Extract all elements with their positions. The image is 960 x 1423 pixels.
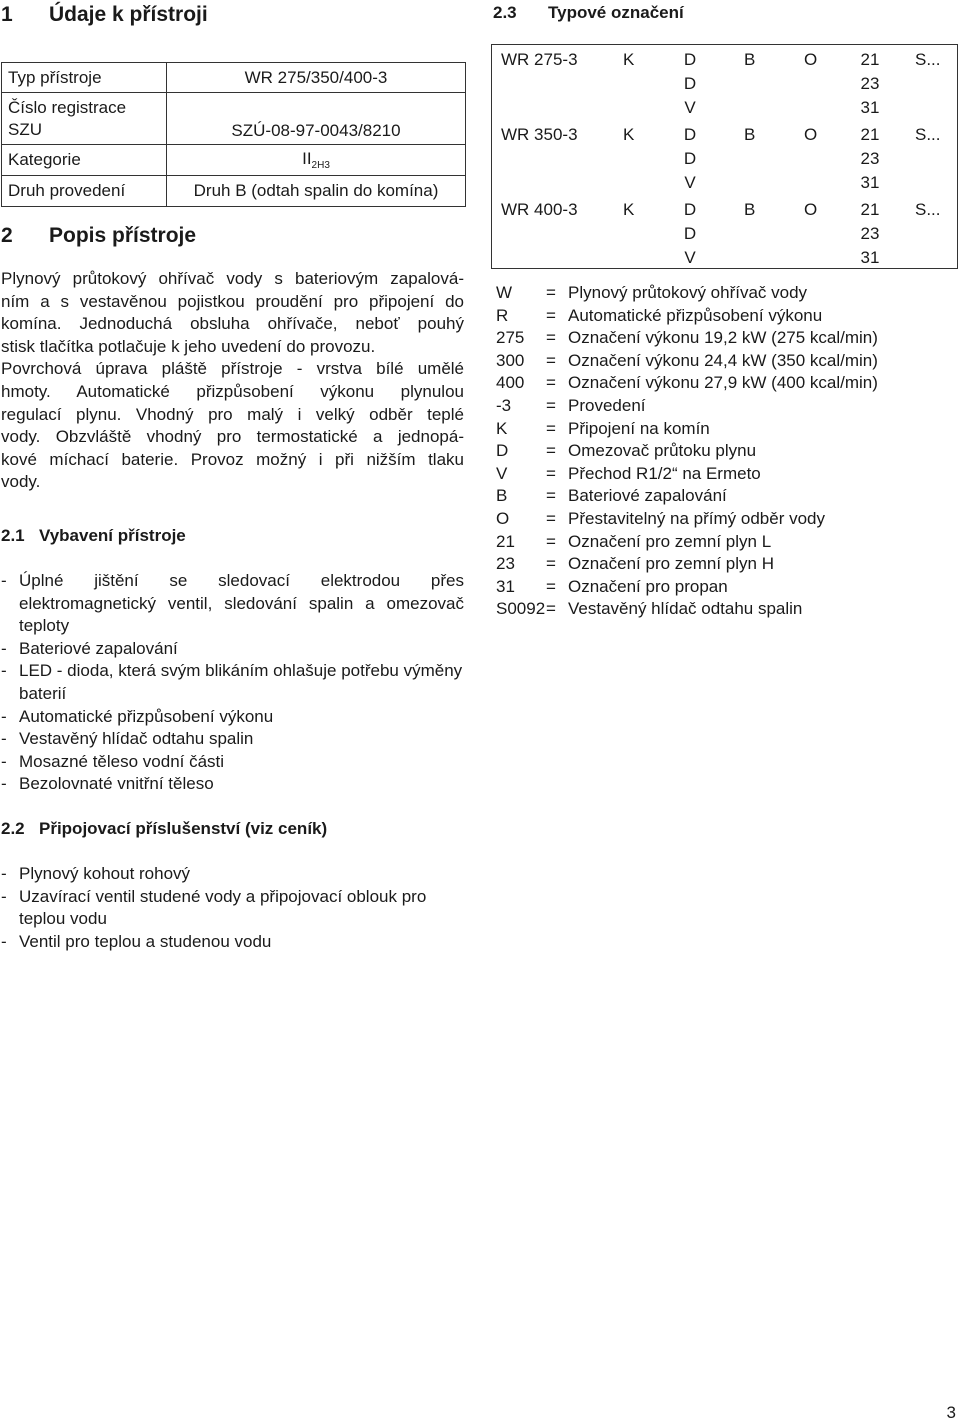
legend-row [496,282,878,305]
type-gas: 31 [860,173,880,192]
section-number: 2.3 [493,3,517,22]
list-item: - Plynový kohout rohový [1,863,464,886]
equipment-list [1,570,464,796]
legend-text: Automatické přizpůsobení výkonu [568,305,823,325]
description-line: vody. Obzvláště vhodný pro termostatické a jednopá- [1,427,464,447]
type-s: S... [915,125,941,144]
legend-row [496,553,878,576]
section-title: Popis přístroje [49,224,197,247]
legend-equals: = [546,418,556,438]
type-s: S... [915,200,941,219]
type-model: WR 275-3 [501,50,578,69]
section-title: Vybavení přístroje [39,526,186,545]
legend-text: Bateriové zapalování [568,486,727,506]
section-title: Připojovací příslušenství (viz ceník) [39,819,328,838]
legend-equals: = [546,531,556,551]
type-o: O [804,50,818,69]
spec-label: Druh provedení [2,176,167,207]
type-d: V [684,98,696,117]
legend-code: 23 [496,554,515,574]
type-gas: 21 [860,125,880,144]
legend-equals: = [546,486,556,506]
spec-label: Číslo registrace SZU [2,93,167,145]
device-description [1,268,464,494]
description-line: vody. [1,472,41,492]
category-subscript: 2H3 [311,159,330,171]
type-o: O [804,200,818,219]
legend-code: 275 [496,328,525,348]
type-gas: 23 [860,224,880,243]
legend-text: Přechod R1/2“ na Ermeto [568,463,761,483]
type-gas: 23 [860,149,880,168]
legend-text: Označení pro zemní plyn H [568,554,774,574]
category-main: II [302,148,312,168]
type-k: K [623,125,635,144]
list-item: - Ventil pro teplou a studenou vodu [1,931,464,954]
spec-label: Kategorie [2,145,167,176]
legend-code: V [496,463,508,483]
legend-text: Přestavitelný na přímý odběr vody [568,508,826,528]
legend-row [496,440,878,463]
legend-equals: = [546,508,556,528]
legend-row [496,372,878,395]
description-line: kové míchací baterie. Provoz možný i při nižším tlaku [1,449,464,469]
spec-row-registration [2,93,466,145]
type-d: D [683,200,697,219]
type-d-stack [678,48,702,120]
legend-equals: = [546,373,556,393]
type-designation-grid [491,44,958,269]
legend-code: S0092 [496,599,546,619]
type-d: D [683,74,697,93]
legend-code: K [496,418,508,438]
list-item: - Mosazné těleso vodní části [1,751,464,774]
type-row [492,198,957,273]
spec-value: SZÚ-08-97-0043/8210 [167,93,466,145]
type-b: B [744,200,756,219]
legend-code: 21 [496,531,515,551]
spec-value: WR 275/350/400-3 [167,63,466,93]
type-model: WR 400-3 [501,200,578,219]
description-line: hmoty. Automatické přizpůsobení výkonu plynulou [1,381,464,401]
type-gas: 23 [860,74,880,93]
legend-code: O [496,508,510,528]
section-2-heading [1,224,196,248]
type-b: B [744,50,756,69]
spec-row-design [2,176,466,207]
legend-row [496,305,878,328]
description-line: regulací plynu. Vhodný pro malý i velký odběr teplé [1,404,464,424]
legend-row [496,418,878,441]
type-o: O [804,125,818,144]
legend-code: 31 [496,576,515,596]
legend-code: R [496,305,509,325]
legend-row [496,531,878,554]
legend-text: Omezovač průtoku plynu [568,441,757,461]
legend-row [496,463,878,486]
legend-text: Označení pro zemní plyn L [568,531,772,551]
type-d-stack [678,123,702,195]
description-line: stisk tlačítka potlačuje k jeho uvedení do provozu. [1,336,376,356]
page-number: 3 [946,1403,956,1422]
legend-text: Označení výkonu 27,9 kW (400 kcal/min) [568,373,878,393]
type-d: V [684,248,696,267]
legend-code: B [496,486,508,506]
legend-row [496,395,878,418]
type-k: K [623,50,635,69]
legend-code: D [496,441,509,461]
legend-text: Označení výkonu 24,4 kW (350 kcal/min) [568,350,878,370]
legend-code: W [496,283,513,302]
legend-equals: = [546,395,556,415]
legend-equals: = [546,576,556,596]
legend-row [496,576,878,599]
legend-equals: = [546,463,556,483]
list-item: - Uzavírací ventil studené vody a připojovací oblouk pro teplou vodu [1,886,464,931]
legend-row [496,598,878,621]
legend-equals: = [546,441,556,461]
section-title: Typové označení [548,3,684,22]
legend-equals: = [546,554,556,574]
type-k: K [623,200,635,219]
type-d: D [683,50,697,69]
spec-row-type [2,63,466,93]
type-gas: 31 [860,98,880,117]
accessories-list [1,863,464,953]
legend-code: 300 [496,350,525,370]
type-legend [496,282,878,621]
legend-row [496,350,878,373]
section-number: 2.1 [1,526,25,545]
type-d: D [683,149,697,168]
legend-equals: = [546,599,556,619]
legend-row [496,485,878,508]
spec-label: Typ přístroje [2,63,167,93]
type-gas-stack [856,48,884,120]
type-d-stack [678,198,702,270]
section-1-heading [1,3,208,27]
type-model: WR 350-3 [501,125,578,144]
spec-value [167,145,466,176]
legend-equals: = [546,328,556,348]
spec-row-category [2,145,466,176]
legend-code: 400 [496,373,525,393]
legend-row [496,508,878,531]
type-row [492,48,957,123]
section-title: Údaje k přístroji [49,3,208,26]
legend-text: Vestavěný hlídač odtahu spalin [568,599,803,619]
type-gas: 21 [860,50,880,69]
legend-equals: = [546,305,556,325]
list-item: - Automatické přizpůsobení výkonu [1,706,464,729]
type-row [492,123,957,198]
legend-text: Označení pro propan [568,576,728,596]
description-line: Plynový průtokový ohřívač vody s bateriovým zapalová- [1,269,464,288]
list-item: - Bateriové zapalování [1,638,464,661]
type-gas: 31 [860,248,880,267]
legend-equals: = [546,350,556,370]
device-spec-table [1,62,466,207]
type-b: B [744,125,756,144]
legend-code: -3 [496,395,512,415]
list-item: - Úplné jištění se sledovací elektrodou přes elektromagnetický ventil, sledování spalin a omezovač teploty [1,570,464,638]
legend-text: Plynový průtokový ohřívač vody [568,283,808,302]
list-item: - Vestavěný hlídač odtahu spalin [1,728,464,751]
section-2-2-heading [1,819,327,839]
type-gas-stack [856,123,884,195]
list-item: - LED - dioda, která svým blikáním ohlašuje potřebu výměny baterií [1,660,464,705]
spec-value: Druh B (odtah spalin do komína) [167,176,466,207]
description-line: komína. Jednoduchá obsluha ohřívače, neboť pouhý [1,314,464,334]
type-d: D [683,125,697,144]
type-gas-stack [856,198,884,270]
list-item: - Bezolovnaté vnitřní těleso [1,773,464,796]
section-number: 2.2 [1,819,25,838]
legend-text: Označení výkonu 19,2 kW (275 kcal/min) [568,328,878,348]
legend-row [496,327,878,350]
section-2-1-heading [1,526,186,546]
section-2-3-heading [493,3,684,23]
legend-text: Provedení [568,395,646,415]
legend-equals: = [546,283,556,302]
type-d: V [684,173,696,192]
description-line: ním a s vestavěnou pojistkou proudění pro připojení do [1,291,464,311]
type-gas: 21 [860,200,880,219]
type-d: D [683,224,697,243]
description-line: Povrchová úprava pláště přístroje - vrstva bílé umělé [1,359,464,379]
section-number: 1 [1,3,13,26]
type-s: S... [915,50,941,69]
section-number: 2 [1,224,13,247]
legend-text: Připojení na komín [568,418,710,438]
